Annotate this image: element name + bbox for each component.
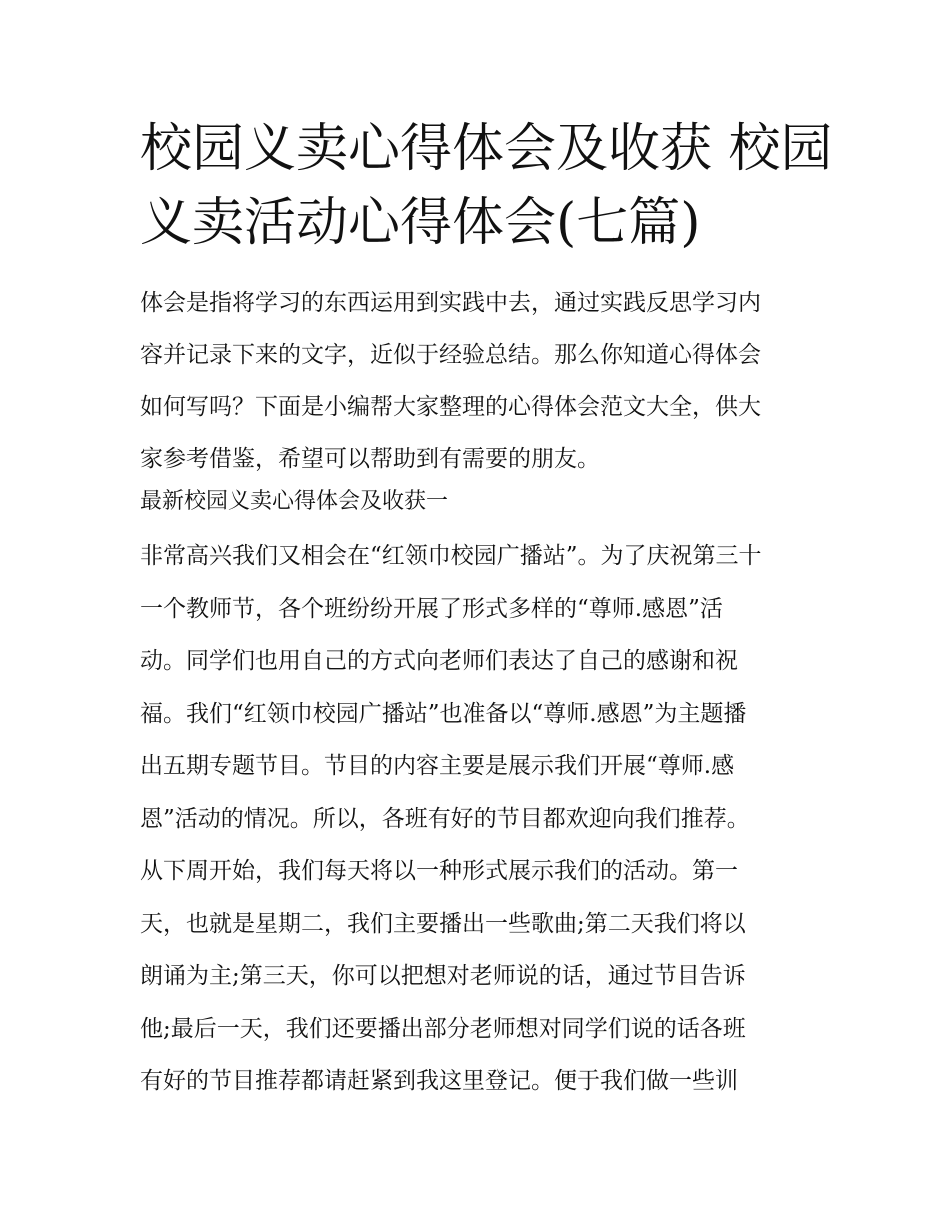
body-line: 他;最后一天，我们还要播出部分老师想对同学们说的话各班 xyxy=(140,1015,746,1042)
body-line: 有好的节目推荐都请赶紧到我这里登记。便于我们做一些训 xyxy=(140,1068,738,1094)
intro-paragraph xyxy=(140,277,830,485)
body-line: 恩”活动的情况。所以，各班有好的节目都欢迎向我们推荐。 xyxy=(140,805,750,832)
intro-line: 如何写吗？下面是小编帮大家整理的心得体会范文大全，供大 xyxy=(140,394,761,420)
section-heading: 最新校园义卖心得体会及收获一 xyxy=(140,489,449,514)
intro-line: 家参考借鉴，希望可以帮助到有需要的朋友。 xyxy=(140,446,600,472)
body-line: 非常高兴我们又相会在“红领巾校园广播站”。为了庆祝第三十 xyxy=(140,543,762,569)
body-line: 天，也就是星期二，我们主要播出一些歌曲;第二天我们将以 xyxy=(140,910,746,937)
body-paragraph xyxy=(140,530,830,1108)
intro-line: 体会是指将学习的东西运用到实践中去，通过实践反思学习内 xyxy=(140,290,761,316)
title-line: 校园义卖心得体会及收获 校园 xyxy=(140,119,833,179)
title-line: 义卖活动心得体会(七篇) xyxy=(140,193,701,253)
document-title xyxy=(140,112,833,260)
body-line: 一个教师节，各个班纷纷开展了形式多样的“尊师.感恩”活 xyxy=(140,595,723,622)
body-line: 从下周开始，我们每天将以一种形式展示我们的活动。第一 xyxy=(140,858,738,884)
intro-line: 容并记录下来的文字，近似于经验总结。那么你知道心得体会 xyxy=(140,342,761,368)
body-line: 出五期专题节目。节目的内容主要是展示我们开展“尊师.感 xyxy=(140,753,735,779)
body-line: 朗诵为主;第三天，你可以把想对老师说的话，通过节目告诉 xyxy=(140,963,746,989)
body-line: 动。同学们也用自己的方式向老师们表达了自己的感谢和祝 xyxy=(140,648,738,674)
body-line: 福。我们“红领巾校园广播站”也准备以“尊师.感恩”为主题播 xyxy=(140,700,747,727)
